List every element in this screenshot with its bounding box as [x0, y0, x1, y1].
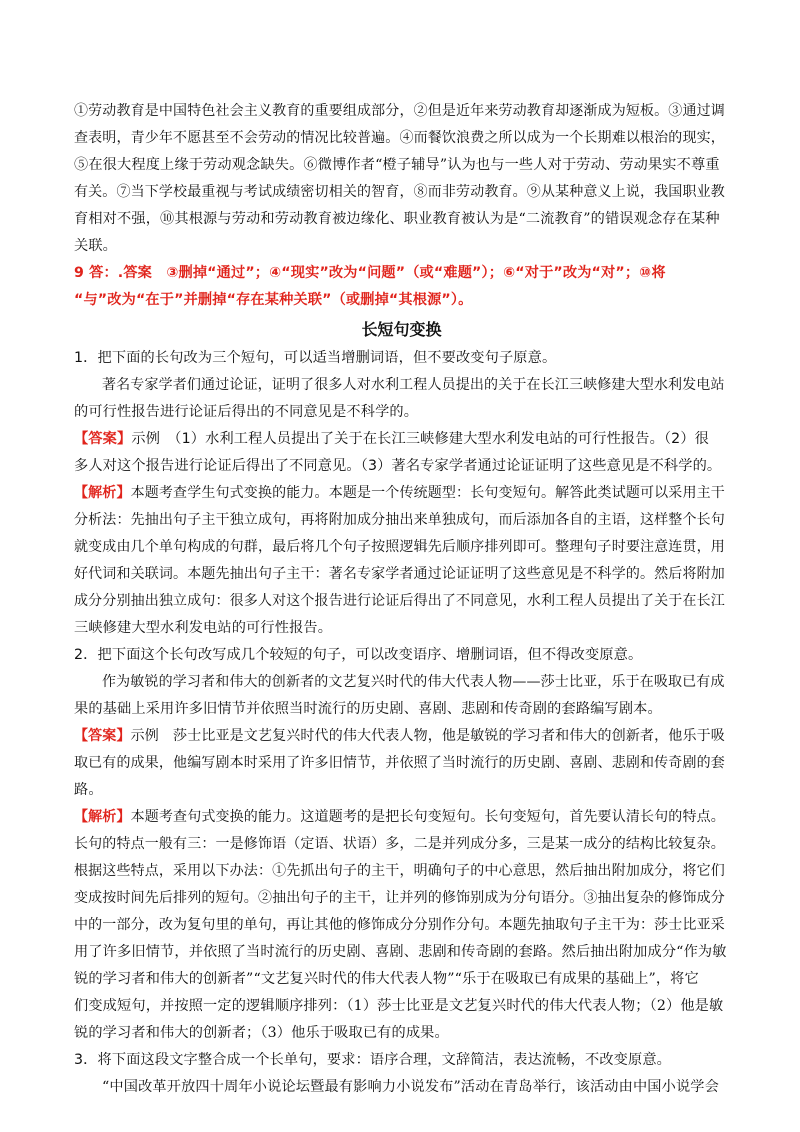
analysis-text: 根据这些特点，采用以下办法：①先抓出句子的主干，明确句子的中心意思，然后抽出附加成分，将它们 [74, 863, 725, 879]
analysis-text: 变成按时间先后排列的短句。②抽出句子的主干，让并列的修饰别成为分句语分。③抽出复杂的修饰成分 [74, 890, 725, 906]
answer-9 [74, 260, 729, 314]
question-passage-line: 果的基础上采用许多旧情节并依照当时流行的历史剧、喜剧、悲剧和传奇剧的套路编写剧本。 [74, 701, 662, 717]
passage-line: ①劳动教育是中国特色社会主义教育的重要组成部分，②但是近年来劳动教育却逐渐成为短板。③通过调 [74, 103, 725, 119]
answer-line: “与”改为“在于”并删掉“存在某种关联”（或删掉“其根源”）。 [74, 292, 473, 308]
analysis-text: 锐的学习者和伟大的创新者；（3）他乐于吸取已有的成果。 [74, 1025, 449, 1041]
passage-line: 关联。 [74, 238, 118, 254]
analysis-text: 分析法：先抽出句子主干独立成句，再将附加成分抽出来单独成句，而后添加各自的主语，这样整个长句 [74, 512, 725, 528]
analysis-text: 就变成由几个单句构成的句群，最后将几个句子按照逻辑先后顺序排列即可。整理句子时要注意连贯，用 [74, 539, 725, 555]
question-text: 1．把下面的长句改为三个短句，可以适当增删词语，但不要改变句子原意。 [74, 350, 557, 366]
question-text: 2．把下面这个长句改写成几个较短的句子，可以改变语序、增删词语，但不得改变原意。 [74, 647, 643, 663]
analysis-block [74, 804, 729, 831]
answer-text: 取已有的成果，他编写剧本时采用了许多旧情节，并依照了当时流行的历史剧、喜剧、悲剧和传奇剧的套 [74, 755, 725, 771]
question-passage-line: “中国改革开放四十周年小说论坛暨最有影响力小说发布”活动在青岛举行，该活动由中国小说学会 [102, 1079, 719, 1095]
question-2 [74, 642, 729, 1047]
analysis-text: 长句的特点一般有三：一是修饰语（定语、状语）多，二是并列成分多，三是某一成分的结构比较复杂。 [74, 836, 725, 852]
question-1 [74, 345, 729, 642]
analysis-text: 本题考查句式变换的能力。这道题考的是把长句变短句。长句变短句，首先要认清长句的特点。 [130, 809, 725, 825]
answer-block [74, 426, 729, 453]
answer-block [74, 723, 729, 750]
passage-line: ⑤在很大程度上缘于劳动观念缺失。⑥微博作者“橙子辅导”认为也与一些人对于劳动、劳动果实不尊重 [74, 157, 720, 173]
analysis-text: 三峡修建大型水利发电站的可行性报告。 [74, 620, 333, 636]
analysis-tag: 【解析】 [74, 485, 131, 501]
analysis-text: 们变成短句，并按照一定的逻辑顺序排列：（1）莎士比亚是文艺复兴时代的伟大代表人物；（2）他是敏 [74, 998, 724, 1014]
analysis-text: 用了许多旧情节，并依照了当时流行的历史剧、喜剧、悲剧和传奇剧的套路。然后抽出附加成分“作为敏 [74, 944, 727, 960]
analysis-block [74, 480, 729, 507]
answer-tag: 【答案】 [74, 728, 131, 744]
analysis-tag: 【解析】 [74, 809, 131, 825]
question-passage-line: 著名专家学者们通过论证，证明了很多人对水利工程人员提出的关于在长江三峡修建大型水利发电站 [102, 377, 725, 393]
passage-line: 育相对不强，⑩其根源与劳动和劳动教育被边缘化、职业教育被认为是“二流教育”的错误观念存在某种 [74, 211, 720, 227]
document-page [74, 98, 729, 1101]
answer-line: 9 答：.答案 ③删掉“通过”；④“现实”改为“问题”（或“难题”）；⑥“对于”改为“对”；⑩将 [74, 265, 666, 281]
analysis-text: 好代词和关联词。本题先抽出句子主干：著名专家学者通过论证证明了这些意见是不科学的。然后将附加 [74, 566, 725, 582]
answer-text: 示例 （1）水利工程人员提出了关于在长江三峡修建大型水利发电站的可行性报告。（2）很 [131, 431, 710, 447]
answer-text: 路。 [74, 782, 103, 798]
question-3 [74, 1047, 729, 1101]
analysis-text: 本题考查学生句式变换的能力。本题是一个传统题型：长句变短句。解答此类试题可以采用主干 [130, 485, 725, 501]
passage-line: 有关。⑦当下学校最重视与考试成绩密切相关的智育，⑧而非劳动教育。⑨从某种意义上说，我国职业教 [74, 184, 725, 200]
question-text: 3．将下面这段文字整合成一个长单句，要求：语序合理，文辞简洁，表达流畅，不改变原意。 [74, 1052, 672, 1068]
section-title: 长短句变换 [361, 320, 442, 339]
analysis-text: 锐的学习者和伟大的创新者”“文艺复兴时代的伟大代表人物”“乐于在吸取已有成果的基础上”，将它 [74, 971, 699, 987]
answer-tag: 【答案】 [74, 431, 132, 447]
analysis-text: 中的一部分，改为复句里的单句，再让其他的修饰成分分别作分句。本题先抽取句子主干为：莎士比亚采 [74, 917, 725, 933]
question-passage-line: 的可行性报告进行论证后得出的不同意见是不科学的。 [74, 404, 419, 420]
analysis-text: 成分分别抽出独立成句：很多人对这个报告进行论证后得出了不同意见，水利工程人员提出了关于在长江 [74, 593, 725, 609]
answer-text: 多人对这个报告进行论证后得出了不同意见。（3）著名专家学者通过论证证明了这些意见是不科学的。 [74, 458, 722, 474]
answer-text: 示例 莎士比亚是文艺复兴时代的伟大代表人物，他是敏锐的学习者和伟大的创新者，他乐于吸 [130, 728, 725, 744]
question-passage-line: 作为敏锐的学习者和伟大的创新者的文艺复兴时代的伟大代表人物——莎士比亚，乐于在吸取已有成 [102, 674, 725, 690]
passage-top [74, 98, 729, 260]
passage-line: 查表明，青少年不愿甚至不会劳动的情况比较普遍。④而餐饮浪费之所以成为一个长期难以根治的现实， [74, 130, 725, 146]
